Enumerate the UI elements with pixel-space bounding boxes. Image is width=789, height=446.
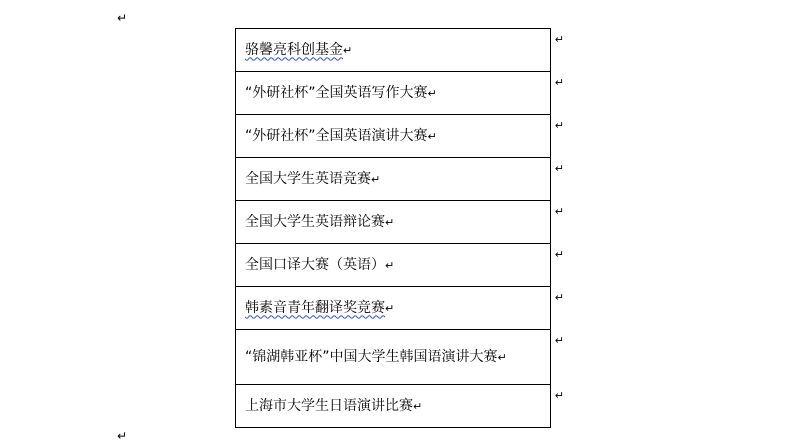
table-cell[interactable] [236,158,564,201]
table-row [236,115,551,158]
cell-text: 全国口译大赛（英语） [245,256,385,273]
table-cell[interactable] [236,330,564,385]
end-of-row-mark: ↵ [554,162,564,175]
end-of-row-mark: ↵ [554,334,564,347]
cell-text: “锦湖韩亚杯”中国大学生韩国语演讲大赛 [245,348,498,365]
paragraph-mark: ↵ [343,43,353,57]
table-row [236,29,551,72]
paragraph-mark: ↵ [385,215,395,229]
end-of-row-mark: ↵ [554,248,564,261]
cell-text: 骆馨亮科创基金 [245,41,343,58]
paragraph-mark: ↵ [371,172,381,186]
table-row [236,385,551,428]
table-row [236,330,551,385]
end-of-row-mark: ↵ [554,291,564,304]
competition-table [235,28,564,428]
cell-text: “外研社杯”全国英语演讲大赛 [245,127,428,144]
table-cell[interactable] [236,385,564,428]
paragraph-mark: ↵ [427,86,437,100]
table-cell[interactable] [236,72,564,115]
cell-text: 全国大学生英语辩论赛 [245,213,385,230]
table-cell[interactable] [236,244,564,287]
cell-text: 上海市大学生日语演讲比赛 [245,397,413,414]
paragraph-mark: ↵ [385,301,395,315]
paragraph-mark: ↵ [427,129,437,143]
end-of-row-mark: ↵ [554,205,564,218]
end-of-row-mark: ↵ [554,389,564,402]
paragraph-mark: ↵ [413,399,423,413]
cell-text: 全国大学生英语竞赛 [245,170,371,187]
end-of-row-mark: ↵ [554,119,564,132]
paragraph-mark: ↵ [497,350,507,364]
table-cell[interactable] [236,287,564,330]
paragraph-mark: ↵ [117,11,128,25]
paragraph-mark: ↵ [385,258,395,272]
paragraph-mark: ↵ [117,429,128,443]
cell-text: “外研社杯”全国英语写作大赛 [245,84,428,101]
table-cell[interactable] [236,115,564,158]
table-cell[interactable] [236,29,564,72]
table-row [236,287,551,330]
table-cell[interactable] [236,201,564,244]
end-of-row-mark: ↵ [554,76,564,89]
end-of-row-mark: ↵ [554,33,564,46]
table-row [236,244,551,287]
table-row [236,201,551,244]
table-row [236,72,551,115]
table-row [236,158,551,201]
cell-text: 韩素音青年翻译奖竞赛 [245,299,385,316]
